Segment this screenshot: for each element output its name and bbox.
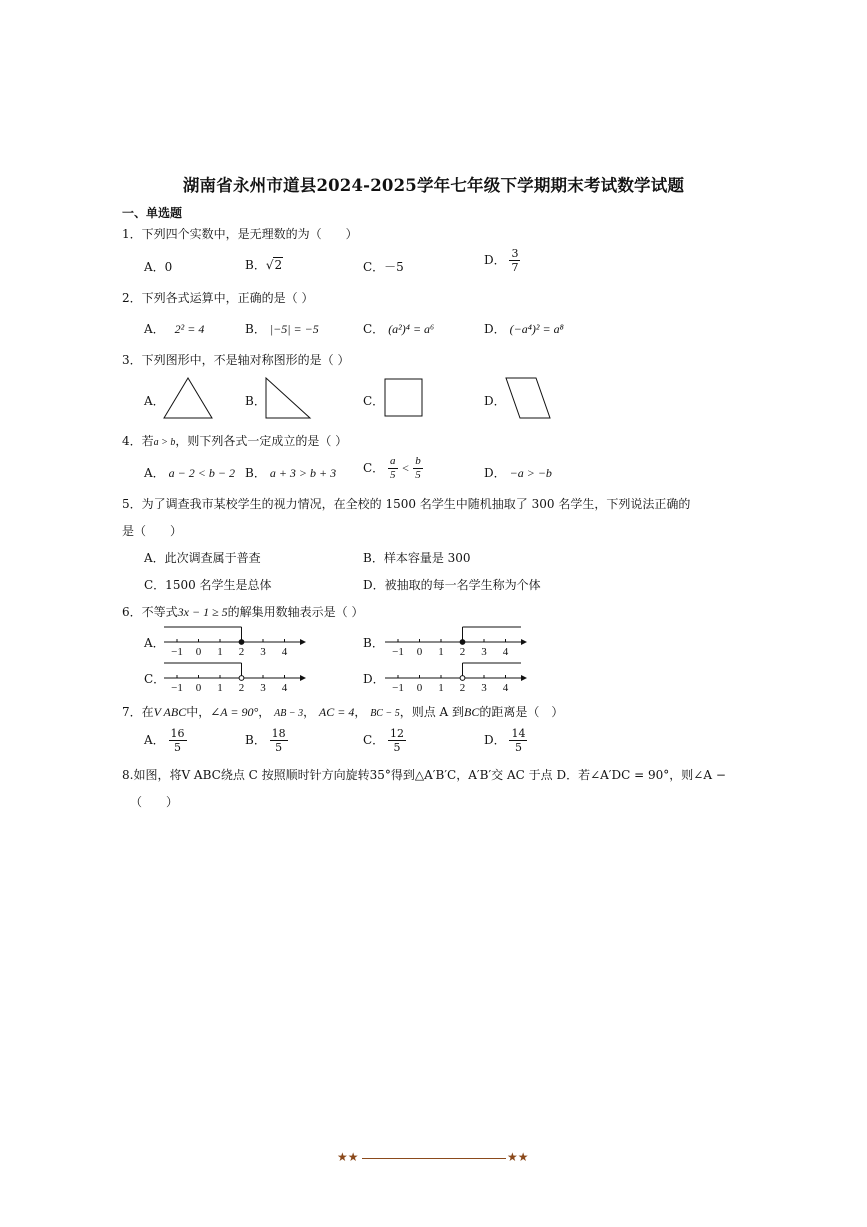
fraction-numerator: 14 xyxy=(511,727,526,740)
footer-rule xyxy=(362,1158,506,1159)
q2-option-a-expr: 2² = 4 xyxy=(174,322,205,336)
q1-option-b-label: B． xyxy=(245,258,266,272)
q2-option-b-expr: |−5| = −5 xyxy=(269,322,319,336)
question-5-stem-line2: 是（ ） xyxy=(122,524,183,538)
q2-option-d-label: D． xyxy=(484,322,506,336)
q2-option-a-label: A． xyxy=(144,322,165,336)
number-line-tick-label: 1 xyxy=(217,682,223,694)
fraction-denominator: 7 xyxy=(511,261,519,274)
number-line-tick-label: 3 xyxy=(260,646,266,658)
fraction-denominator: 5 xyxy=(174,741,181,754)
number-line-tick-label: −1 xyxy=(392,682,404,694)
fraction-denominator: 5 xyxy=(393,741,401,754)
number-line-tick-label: 3 xyxy=(481,682,487,694)
q3-triangle-equilateral xyxy=(162,376,214,420)
question-8-stem-line2: （ ） xyxy=(130,795,179,809)
fraction-numerator: 12 xyxy=(390,727,405,740)
sqrt-symbol: √ xyxy=(265,258,274,272)
q7-option-c-label: C． xyxy=(363,733,385,747)
number-line-tick-label: 4 xyxy=(502,682,509,694)
q6-number-line-d xyxy=(381,658,531,694)
page-title: 湖南省永州市道县2024-2025学年七年级下学期期末考试数学试题 xyxy=(182,176,685,195)
q4-option-c-label: C． xyxy=(363,461,385,475)
q1-option-b-radicand: 2 xyxy=(274,258,283,272)
q2-option-c-expr: (a²)⁴ = a⁶ xyxy=(388,322,435,336)
number-line-tick-label: 4 xyxy=(281,682,288,694)
fraction-numerator: 18 xyxy=(271,727,286,740)
number-line-tick-label: −1 xyxy=(171,682,183,694)
question-5-stem-line1: 5．为了调查我市某校学生的视力情况，在全校的 1500 名学生中随机抽取了 300 名学生，下列说法正确的 xyxy=(122,497,691,511)
q6-option-d-label: D． xyxy=(363,672,385,686)
fraction-denominator: 5 xyxy=(390,469,396,481)
number-line-tick-label: 2 xyxy=(459,682,466,694)
number-line-tick-label: 3 xyxy=(260,682,266,694)
number-line-tick-label: 2 xyxy=(238,682,245,694)
question-7-stem: 7．在V ABC中，∠A = 90°， AB − 3， AC = 4， BC − 5，则点 A 到BC的距离是（ ） xyxy=(122,705,564,719)
q4-option-c-operator: < xyxy=(401,461,410,475)
q7-option-a-fraction xyxy=(169,728,187,753)
q7-option-a-label: A． xyxy=(144,733,165,747)
q5-option-b: B．样本容量是 300 xyxy=(363,551,471,565)
open-endpoint xyxy=(460,676,465,681)
number-line-tick-label: −1 xyxy=(392,646,404,658)
number-line-tick-label: 0 xyxy=(416,682,423,694)
q2-option-d xyxy=(484,320,564,337)
q3-option-a-label: A． xyxy=(144,394,165,408)
q2-option-d-expr: (−a⁴)² = a⁸ xyxy=(509,322,564,336)
q3-option-b-label: B． xyxy=(245,394,266,408)
q7-option-d-label: D． xyxy=(484,733,506,747)
footer-stars-left: ★★ xyxy=(337,1150,359,1164)
q6-stem-pre: 6．不等式 xyxy=(122,605,178,619)
q4-option-a-label: A． xyxy=(144,466,165,480)
q3-parallelogram xyxy=(504,376,552,420)
q7-option-b-label: B． xyxy=(245,733,266,747)
q4-option-d-label: D． xyxy=(484,466,506,480)
q7-option-a xyxy=(144,728,187,753)
q1-option-d-label: D． xyxy=(484,253,506,267)
q4-option-a xyxy=(144,464,235,481)
q2-option-c xyxy=(363,320,434,337)
q2-option-b xyxy=(245,320,319,337)
q7-stem-bc: BC − 5 xyxy=(370,708,400,719)
number-line-tick-label: 3 xyxy=(481,646,487,658)
q7-option-b xyxy=(245,728,288,753)
number-line-tick-label: 0 xyxy=(416,646,423,658)
q1-option-b xyxy=(245,256,283,273)
q7-option-d-fraction xyxy=(509,728,527,753)
q6-stem-post: 的解集用数轴表示是（ ） xyxy=(227,605,364,619)
q3-triangle-right xyxy=(264,376,312,420)
section-heading: 一、单选题 xyxy=(122,206,183,220)
q4-option-c-fraction-a xyxy=(388,456,398,481)
number-line-tick-label: 0 xyxy=(195,646,202,658)
q4-stem-pre: 4．若 xyxy=(122,434,154,448)
q4-option-b-expr: a + 3 > b + 3 xyxy=(269,466,337,480)
q6-number-line-c xyxy=(160,658,310,694)
q4-stem-post: ，则下列各式一定成立的是（ ） xyxy=(175,434,348,448)
q7-option-c xyxy=(363,728,406,753)
q4-option-d xyxy=(484,464,552,481)
q7-stem-pre: 7．在 xyxy=(122,705,154,719)
q1-option-a: A．0 xyxy=(144,260,173,274)
question-3-stem: 3．下列图形中，不是轴对称图形的是（ ） xyxy=(122,353,350,367)
number-line-tick-label: 1 xyxy=(438,682,444,694)
q4-stem-math: a > b xyxy=(153,437,176,448)
closed-endpoint xyxy=(239,640,244,645)
q7-option-b-fraction xyxy=(270,728,288,753)
q2-option-a xyxy=(144,320,204,337)
q5-option-c: C．1500 名学生是总体 xyxy=(144,578,272,592)
closed-endpoint xyxy=(460,640,465,645)
fraction-numerator: 3 xyxy=(511,247,519,260)
q1-option-d xyxy=(484,248,520,273)
number-line-tick-label: 0 xyxy=(195,682,202,694)
q7-option-c-fraction xyxy=(388,728,406,753)
q5-option-d: D．被抽取的每一名学生称为个体 xyxy=(363,578,541,592)
q4-option-c-fraction-b xyxy=(413,456,423,481)
fraction-numerator: 16 xyxy=(170,727,185,740)
q7-stem-end: 的距离是（ ） xyxy=(479,705,564,719)
q4-option-b xyxy=(245,464,336,481)
number-line-arrow xyxy=(521,675,527,681)
q3-square xyxy=(384,378,424,418)
q7-option-d xyxy=(484,728,527,753)
number-line-tick-label: 4 xyxy=(281,646,288,658)
fraction-denominator: 5 xyxy=(514,741,522,754)
q7-stem-post: ，则点 A 到 xyxy=(399,705,465,719)
q7-stem-mid: 中， xyxy=(186,705,211,719)
q7-stem-angle: ∠A = 90° xyxy=(210,705,259,719)
q6-option-b-label: B． xyxy=(363,636,384,650)
number-line-tick-label: 2 xyxy=(238,646,245,658)
question-6-stem xyxy=(122,603,363,620)
fraction-denominator: 5 xyxy=(415,469,421,481)
q6-stem-math: 3x − 1 ≥ 5 xyxy=(177,605,228,619)
q3-option-d-label: D． xyxy=(484,394,506,408)
number-line-arrow xyxy=(521,639,527,645)
question-1-stem: 1．下列四个实数中，是无理数的为（ ） xyxy=(122,227,358,241)
q3-option-c-label: C． xyxy=(363,394,385,408)
q7-stem-triangle: V ABC xyxy=(153,705,187,719)
q4-option-a-expr: a − 2 < b − 2 xyxy=(168,466,235,480)
fraction-numerator: b xyxy=(415,455,421,467)
q7-stem-ac: AC = 4 xyxy=(318,705,355,719)
q6-number-line-a xyxy=(160,622,310,658)
number-line-tick-label: 1 xyxy=(438,646,444,658)
q4-option-c xyxy=(363,456,423,481)
q4-option-b-label: B． xyxy=(245,466,266,480)
question-4-stem xyxy=(122,432,347,449)
q6-number-line-b xyxy=(381,622,531,658)
q2-option-b-label: B． xyxy=(245,322,266,336)
footer-stars-right: ★★ xyxy=(507,1150,529,1164)
number-line-tick-label: −1 xyxy=(171,646,183,658)
number-line-tick-label: 2 xyxy=(459,646,466,658)
number-line-arrow xyxy=(300,639,306,645)
q2-option-c-label: C． xyxy=(363,322,385,336)
fraction-numerator: a xyxy=(390,455,396,467)
open-endpoint xyxy=(239,676,244,681)
q4-option-d-expr: −a > −b xyxy=(509,466,552,480)
q7-stem-bc2: BC xyxy=(464,705,480,719)
number-line-arrow xyxy=(300,675,306,681)
question-2-stem: 2．下列各式运算中，正确的是（ ） xyxy=(122,291,314,305)
number-line-tick-label: 1 xyxy=(217,646,223,658)
question-8-stem-line1: 8.如图，将V ABC绕点 C 按照顺时针方向旋转35°得到△A′B′C，A′B′交 AC 于点 D．若∠A′DC = 90°，则∠A − xyxy=(122,768,726,782)
q5-option-a: A．此次调查属于普查 xyxy=(144,551,261,565)
q1-option-d-fraction xyxy=(509,248,520,273)
q1-option-c: C．－5 xyxy=(363,260,404,274)
q7-stem-ab: AB − 3 xyxy=(274,708,304,719)
q6-option-c-label: C． xyxy=(144,672,166,686)
q6-option-a-label: A． xyxy=(144,636,165,650)
fraction-denominator: 5 xyxy=(275,741,283,754)
number-line-tick-label: 4 xyxy=(502,646,509,658)
